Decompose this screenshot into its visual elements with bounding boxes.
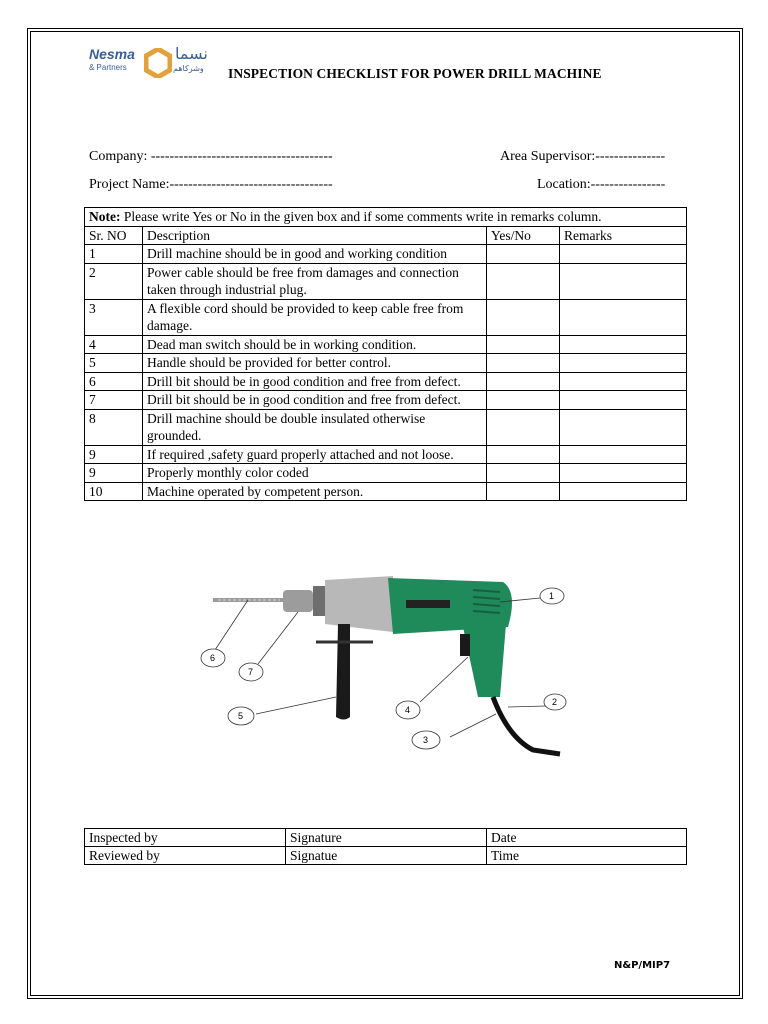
row-description: Drill machine should be double insulated otherwise grounded. — [143, 409, 487, 445]
row-sr: 6 — [85, 372, 143, 391]
area-supervisor-field[interactable]: Area Supervisor:--------------- — [500, 149, 666, 164]
header-sr: Sr. NO — [85, 226, 143, 245]
row-description: A flexible cord should be provided to keep cable free from damage. — [143, 299, 487, 335]
checklist-row — [85, 482, 687, 501]
reviewed-by-cell[interactable]: Reviewed by — [85, 847, 286, 865]
row-sr: 2 — [85, 263, 143, 299]
callout-2: 2 — [552, 697, 558, 707]
header-description: Description — [143, 226, 487, 245]
checklist-row — [85, 372, 687, 391]
row-yes-no-input[interactable] — [487, 372, 560, 391]
row-yes-no-input[interactable] — [487, 445, 560, 464]
row-yes-no-input[interactable] — [487, 464, 560, 483]
row-description: Power cable should be free from damages and connection taken through industrial plug. — [143, 263, 487, 299]
callout-4: 4 — [405, 705, 411, 715]
row-remarks-input[interactable] — [560, 464, 687, 483]
row-sr: 9 — [85, 464, 143, 483]
row-yes-no-input[interactable] — [487, 391, 560, 410]
row-description: Drill machine should be in good and working condition — [143, 245, 487, 264]
header-row — [85, 226, 687, 245]
note-row — [85, 208, 687, 227]
row-remarks-input[interactable] — [560, 354, 687, 373]
drill-side-handle — [336, 624, 350, 720]
row-yes-no-input[interactable] — [487, 409, 560, 445]
callout-6: 6 — [210, 653, 216, 663]
signature-cell-2[interactable]: Signatue — [286, 847, 487, 865]
company-logo — [89, 46, 229, 82]
document-code: N&P/MIP7 — [614, 960, 671, 971]
row-description: Machine operated by competent person. — [143, 482, 487, 501]
row-sr: 5 — [85, 354, 143, 373]
signoff-table — [84, 828, 687, 865]
callout-7: 7 — [248, 667, 254, 677]
row-remarks-input[interactable] — [560, 482, 687, 501]
callout-5: 5 — [238, 711, 244, 721]
power-drill-illustration — [188, 572, 578, 762]
signoff-row-reviewed — [85, 847, 687, 865]
date-cell[interactable]: Date — [487, 829, 687, 847]
row-sr: 3 — [85, 299, 143, 335]
inspected-by-cell[interactable]: Inspected by — [85, 829, 286, 847]
logo-sub-ar: وشركاهم — [173, 64, 204, 73]
row-remarks-input[interactable] — [560, 245, 687, 264]
signature-cell[interactable]: Signature — [286, 829, 487, 847]
checklist-row — [85, 245, 687, 264]
row-yes-no-input[interactable] — [487, 335, 560, 354]
row-yes-no-input[interactable] — [487, 299, 560, 335]
drill-gear-housing — [325, 576, 393, 632]
row-remarks-input[interactable] — [560, 299, 687, 335]
row-yes-no-input[interactable] — [487, 263, 560, 299]
row-description: Drill bit should be in good condition and free from defect. — [143, 391, 487, 410]
company-field[interactable]: Company: --------------------------------------- — [89, 149, 333, 164]
row-yes-no-input[interactable] — [487, 482, 560, 501]
row-sr: 7 — [85, 391, 143, 410]
location-field[interactable]: Location:---------------- — [537, 177, 666, 192]
checklist-row — [85, 354, 687, 373]
callout-1: 1 — [549, 591, 555, 601]
checklist-row — [85, 464, 687, 483]
logo-hexagon-icon — [144, 48, 172, 78]
note-label: Note: — [89, 209, 121, 224]
checklist-row — [85, 391, 687, 410]
row-yes-no-input[interactable] — [487, 245, 560, 264]
row-remarks-input[interactable] — [560, 372, 687, 391]
row-remarks-input[interactable] — [560, 409, 687, 445]
drill-trigger — [460, 634, 470, 656]
checklist-row — [85, 335, 687, 354]
row-sr: 4 — [85, 335, 143, 354]
logo-name-ar: نسما — [175, 44, 208, 63]
row-description: Dead man switch should be in working condition. — [143, 335, 487, 354]
row-remarks-input[interactable] — [560, 263, 687, 299]
checklist-row — [85, 263, 687, 299]
row-description: Handle should be provided for better control. — [143, 354, 487, 373]
header-remarks: Remarks — [560, 226, 687, 245]
row-sr: 1 — [85, 245, 143, 264]
logo-name-en: Nesma — [89, 46, 135, 62]
logo-sub-en: & Partners — [89, 63, 127, 72]
note-text: Please write Yes or No in the given box and if some comments write in remarks column. — [120, 209, 602, 224]
drill-chuck — [283, 590, 313, 612]
header-yes-no: Yes/No — [487, 226, 560, 245]
checklist-row — [85, 299, 687, 335]
project-name-field[interactable]: Project Name:----------------------------------- — [89, 177, 333, 192]
time-cell[interactable]: Time — [487, 847, 687, 865]
row-remarks-input[interactable] — [560, 391, 687, 410]
row-sr: 8 — [85, 409, 143, 445]
callout-3: 3 — [423, 735, 429, 745]
signoff-row-inspected — [85, 829, 687, 847]
row-sr: 9 — [85, 445, 143, 464]
checklist-row — [85, 409, 687, 445]
row-description: If required ,safety guard properly attached and not loose. — [143, 445, 487, 464]
row-remarks-input[interactable] — [560, 445, 687, 464]
row-yes-no-input[interactable] — [487, 354, 560, 373]
checklist-row — [85, 445, 687, 464]
note-cell — [85, 208, 687, 227]
row-description: Drill bit should be in good condition and free from defect. — [143, 372, 487, 391]
checklist-table — [84, 207, 687, 501]
row-sr: 10 — [85, 482, 143, 501]
row-description: Properly monthly color coded — [143, 464, 487, 483]
document-title: INSPECTION CHECKLIST FOR POWER DRILL MACHINE — [228, 66, 602, 81]
row-remarks-input[interactable] — [560, 335, 687, 354]
